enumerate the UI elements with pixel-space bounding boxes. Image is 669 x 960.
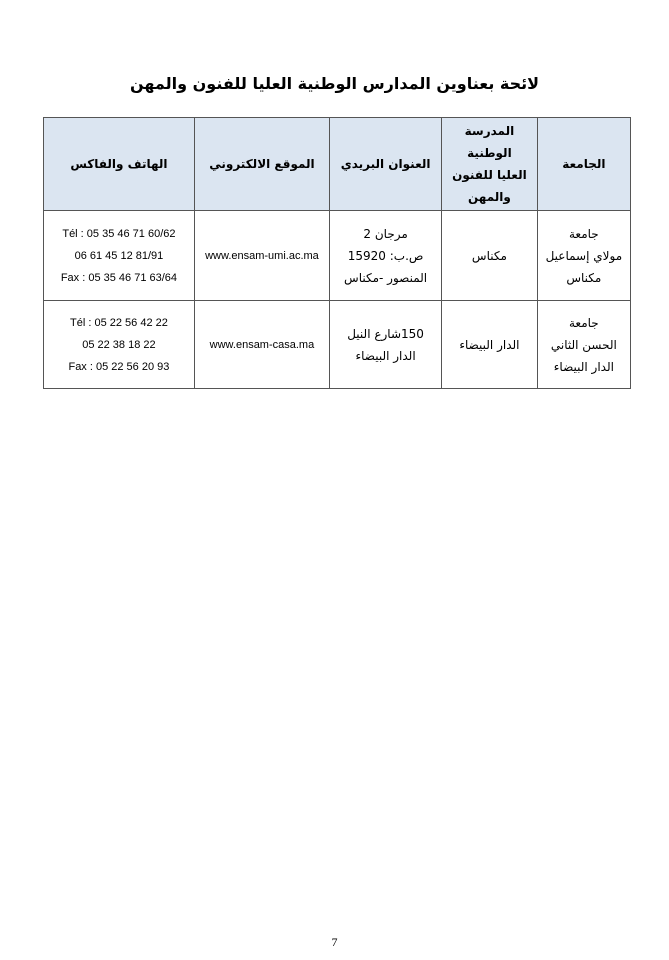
table-row (44, 301, 631, 389)
header-phone: الهاتف والفاكس (44, 118, 195, 211)
cell-line: جامعة (568, 226, 599, 241)
cell-website[interactable]: www.ensam-casa.ma (194, 301, 329, 389)
header-school (442, 118, 538, 211)
cell-line: مولاي إسماعيل (545, 248, 623, 263)
cell-line: الدار البيضاء (553, 359, 614, 374)
page-number: 7 (331, 935, 338, 949)
cell-phone (44, 211, 195, 301)
header-university: الجامعة (537, 118, 630, 211)
phone-line: Tél : 05 22 56 42 22 (70, 316, 168, 329)
cell-university (537, 301, 630, 389)
phone-line: 06 61 45 12 81/91 (74, 249, 164, 262)
fax-line: Fax : 05 22 56 20 93 (68, 360, 170, 373)
cell-address (330, 301, 442, 389)
table-row (44, 211, 631, 301)
header-school-line: المدرسة الوطنية (464, 124, 515, 160)
schools-table (43, 117, 631, 389)
header-address: العنوان البريدي (330, 118, 442, 211)
header-school-line: والمهن (468, 190, 511, 204)
cell-address (330, 211, 442, 301)
cell-line: ص.ب: 15920 (347, 248, 424, 263)
cell-phone (44, 301, 195, 389)
cell-university (537, 211, 630, 301)
cell-line: مكناس (566, 270, 602, 285)
cell-school: الدار البيضاء (442, 301, 538, 389)
header-school-line: العليا للفنون (452, 168, 527, 182)
cell-school: مكناس (442, 211, 538, 301)
cell-line: مرجان 2 (363, 226, 408, 241)
cell-website[interactable]: www.ensam-umi.ac.ma (194, 211, 329, 301)
table-header-row (44, 118, 631, 211)
fax-line: Fax : 05 35 46 71 63/64 (60, 271, 178, 284)
cell-line: الحسن الثاني (550, 337, 617, 352)
cell-line: الدار البيضاء (355, 348, 416, 363)
phone-line: Tél : 05 35 46 71 60/62 (62, 227, 176, 240)
cell-line: جامعة (568, 315, 599, 330)
cell-line: المنصور -مكناس (344, 270, 428, 285)
cell-line: 150شارع النيل (347, 326, 424, 341)
phone-line: 05 22 38 18 22 (82, 338, 156, 351)
page-title: لائحة بعناوين المدارس الوطنية العليا للفنون والمهن (129, 74, 540, 93)
header-website: الموقع الالكتروني (194, 118, 329, 211)
